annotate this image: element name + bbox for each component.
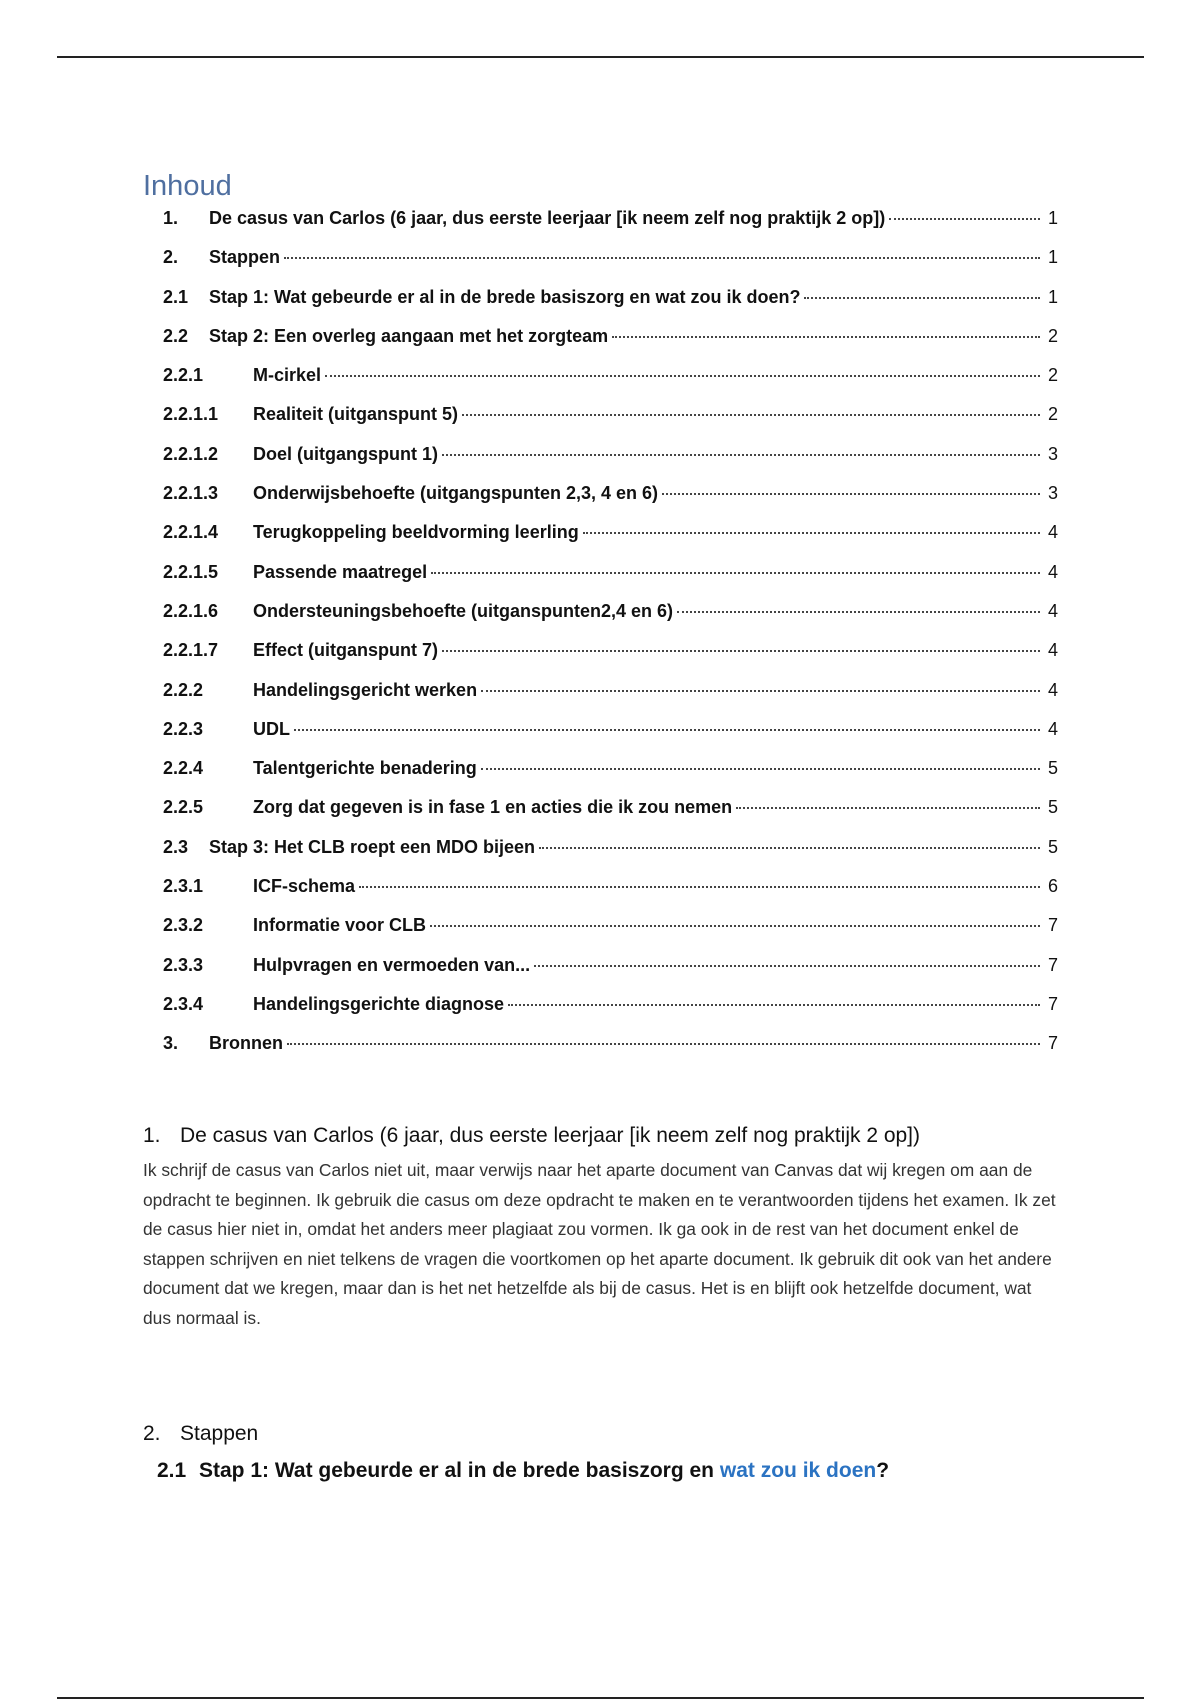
toc-entry[interactable] (163, 287, 1058, 326)
toc-entry-title: Stappen (209, 247, 281, 268)
toc-entry-number: 3. (163, 1033, 179, 1054)
section-number: 2.1 (157, 1459, 187, 1482)
toc-entry-title: Doel (uitgangspunt 1) (253, 443, 438, 464)
toc-entry[interactable] (163, 876, 1058, 915)
toc-entry-title: Handelingsgerichte diagnose (253, 993, 505, 1014)
footer-rule (57, 1697, 1144, 1699)
toc-entry-title: Passende maatregel (253, 561, 428, 582)
toc-entry-leader (442, 650, 1040, 652)
toc-entry-number: 2.3.4 (163, 993, 204, 1014)
section-1-body: Ik schrijf de casus van Carlos niet uit, maar verwijs naar het aparte document van Canvas dat wij kregen om aan de opdracht te beginnen. Ik gebruik die casus om deze opdracht te maken en te verantwoorden tijdens het examen. Ik zet de casus hier niet in, omdat het anders meer plagiaat zou vormen. Ik ga ook in de rest van het document enkel de stappen schrijven en niet telkens de vragen die voortkomen op het aparte document. Ik gebruik dit ook van het andere document dat we kregen, maar dan is het net hetzelfde als bij de casus. Het is en blijft ook hetzelfde document, wat dus normaal is. (143, 1160, 1056, 1328)
toc-entry-leader (736, 807, 1040, 809)
toc-entry[interactable] (163, 955, 1058, 994)
toc-entry[interactable] (163, 483, 1058, 522)
toc-entry-leader (539, 847, 1040, 849)
toc-entry-page: 1 (1047, 286, 1058, 307)
toc-entry-number: 2.3.3 (163, 954, 204, 975)
toc-entry-title: Talentgerichte benadering (253, 758, 477, 779)
toc-entry-leader (481, 690, 1040, 692)
section-heading-2-1 (157, 1459, 889, 1483)
toc-entry-leader (662, 493, 1040, 495)
toc-entry-page: 6 (1047, 876, 1058, 897)
toc-entry-number: 2.2.2 (163, 679, 204, 700)
toc-entry-number: 2.2.1.6 (163, 600, 219, 621)
toc-entry-leader (462, 414, 1040, 416)
toc-entry-leader (294, 729, 1040, 731)
toc-entry-page: 4 (1047, 522, 1058, 543)
toc-entry[interactable] (163, 915, 1058, 954)
toc-entry-title: Stap 2: Een overleg aangaan met het zorgteam (209, 325, 609, 346)
toc-entry-leader (677, 611, 1040, 613)
toc-title: Inhoud (143, 170, 232, 202)
toc-entry-number: 2.2.1.4 (163, 522, 219, 543)
toc-entry-title: Zorg dat gegeven is in fase 1 en acties die ik zou nemen (253, 797, 733, 818)
toc-entry-page: 5 (1047, 797, 1058, 818)
toc-entry[interactable] (163, 208, 1058, 247)
toc-entry[interactable] (163, 326, 1058, 365)
toc-entry-page: 1 (1047, 247, 1058, 268)
toc-entry-page: 3 (1047, 443, 1058, 464)
toc-entry-title: Terugkoppeling beeldvorming leerling (253, 522, 579, 543)
section-title: De casus van Carlos (6 jaar, dus eerste leerjaar [ik neem zelf nog praktijk 2 op]) (180, 1124, 921, 1147)
toc-entry-number: 2.2.1.1 (163, 404, 219, 425)
toc-entry[interactable] (163, 680, 1058, 719)
toc-entry-title: UDL (253, 718, 290, 739)
toc-entry[interactable] (163, 404, 1058, 443)
toc-entry-number: 2.3.1 (163, 876, 204, 897)
toc-entry[interactable] (163, 640, 1058, 679)
toc-entry[interactable] (163, 522, 1058, 561)
toc-entry-title: Realiteit (uitganspunt 5) (253, 404, 459, 425)
toc-entry-title: Bronnen (209, 1033, 283, 1054)
toc-entry-leader (442, 454, 1040, 456)
toc-entry-title: Onderwijsbehoefte (uitgangspunten 2,3, 4 en 6) (253, 483, 659, 504)
toc-entry-title: Informatie voor CLB (253, 915, 427, 936)
toc-entry-leader (804, 297, 1040, 299)
toc-entry-leader (287, 1043, 1040, 1045)
toc-entry[interactable] (163, 994, 1058, 1033)
section-number: 1. (143, 1124, 161, 1147)
table-of-contents (163, 208, 1058, 1073)
toc-entry[interactable] (163, 797, 1058, 836)
toc-entry-leader (359, 886, 1040, 888)
toc-entry-page: 4 (1047, 679, 1058, 700)
toc-entry-leader (431, 572, 1040, 574)
header-rule (57, 56, 1144, 58)
toc-entry-leader (284, 257, 1040, 259)
toc-entry-number: 2. (163, 247, 179, 268)
toc-entry-number: 2.2.1 (163, 365, 204, 386)
toc-entry-page: 2 (1047, 365, 1058, 386)
toc-entry-title: Stap 3: Het CLB roept een MDO bijeen (209, 836, 536, 857)
section-heading-1 (143, 1124, 920, 1148)
toc-entry-page: 5 (1047, 758, 1058, 779)
toc-entry[interactable] (163, 247, 1058, 286)
toc-entry-page: 7 (1047, 954, 1058, 975)
toc-entry[interactable] (163, 601, 1058, 640)
toc-entry-leader (889, 218, 1040, 220)
toc-entry-title: Effect (uitganspunt 7) (253, 640, 438, 661)
toc-entry[interactable] (163, 444, 1058, 483)
toc-entry-page: 7 (1047, 1033, 1058, 1054)
toc-entry-page: 4 (1047, 561, 1058, 582)
toc-entry-leader (430, 925, 1040, 927)
toc-entry-leader (325, 375, 1040, 377)
section-title: Stappen (180, 1422, 259, 1445)
toc-entry[interactable] (163, 837, 1058, 876)
toc-entry-leader (508, 1004, 1040, 1006)
toc-entry[interactable] (163, 719, 1058, 758)
toc-entry-number: 2.2.4 (163, 758, 204, 779)
toc-entry-title: Stap 1: Wat gebeurde er al in de brede basiszorg en wat zou ik doen? (209, 286, 801, 307)
toc-entry-number: 2.3.2 (163, 915, 204, 936)
toc-entry-page: 4 (1047, 600, 1058, 621)
toc-entry-leader (583, 532, 1040, 534)
toc-entry-page: 7 (1047, 993, 1058, 1014)
toc-entry[interactable] (163, 1033, 1058, 1072)
toc-entry-page: 2 (1047, 404, 1058, 425)
section-title-highlight: wat zou ik doen (719, 1459, 877, 1482)
toc-entry-title: Handelingsgericht werken (253, 679, 478, 700)
section-title-end: ? (876, 1459, 890, 1482)
section-number: 2. (143, 1422, 161, 1445)
toc-entry-number: 2.1 (163, 286, 189, 307)
toc-entry-number: 2.2.3 (163, 718, 204, 739)
toc-entry-number: 2.2.1.7 (163, 640, 219, 661)
section-heading-2 (143, 1422, 258, 1446)
toc-entry-title: De casus van Carlos (6 jaar, dus eerste leerjaar [ik neem zelf nog praktijk 2 op]) (209, 208, 886, 228)
toc-entry-page: 5 (1047, 836, 1058, 857)
section-title-start: Stap 1: Wat gebeurde er al in de brede basiszorg en (199, 1459, 720, 1482)
toc-entry-number: 2.2.1.5 (163, 561, 219, 582)
toc-entry-number: 2.2 (163, 325, 189, 346)
toc-entry-page: 2 (1047, 325, 1058, 346)
toc-entry[interactable] (163, 562, 1058, 601)
toc-entry-leader (612, 336, 1040, 338)
toc-entry-number: 1. (163, 208, 179, 228)
toc-entry[interactable] (163, 758, 1058, 797)
toc-entry-leader (534, 965, 1040, 967)
toc-entry-leader (481, 768, 1040, 770)
toc-entry-number: 2.2.5 (163, 797, 204, 818)
toc-entry-page: 3 (1047, 483, 1058, 504)
toc-entry-title: Hulpvragen en vermoeden van... (253, 954, 531, 975)
toc-entry[interactable] (163, 365, 1058, 404)
toc-entry-number: 2.2.1.2 (163, 443, 219, 464)
toc-entry-title: Ondersteuningsbehoefte (uitganspunten2,4 en 6) (253, 600, 674, 621)
toc-entry-page: 1 (1047, 208, 1058, 228)
toc-entry-number: 2.3 (163, 836, 189, 857)
toc-entry-page: 4 (1047, 718, 1058, 739)
toc-entry-number: 2.2.1.3 (163, 483, 219, 504)
toc-entry-title: ICF-schema (253, 876, 356, 897)
toc-entry-title: M-cirkel (253, 365, 322, 386)
toc-entry-page: 7 (1047, 915, 1058, 936)
toc-entry-page: 4 (1047, 640, 1058, 661)
